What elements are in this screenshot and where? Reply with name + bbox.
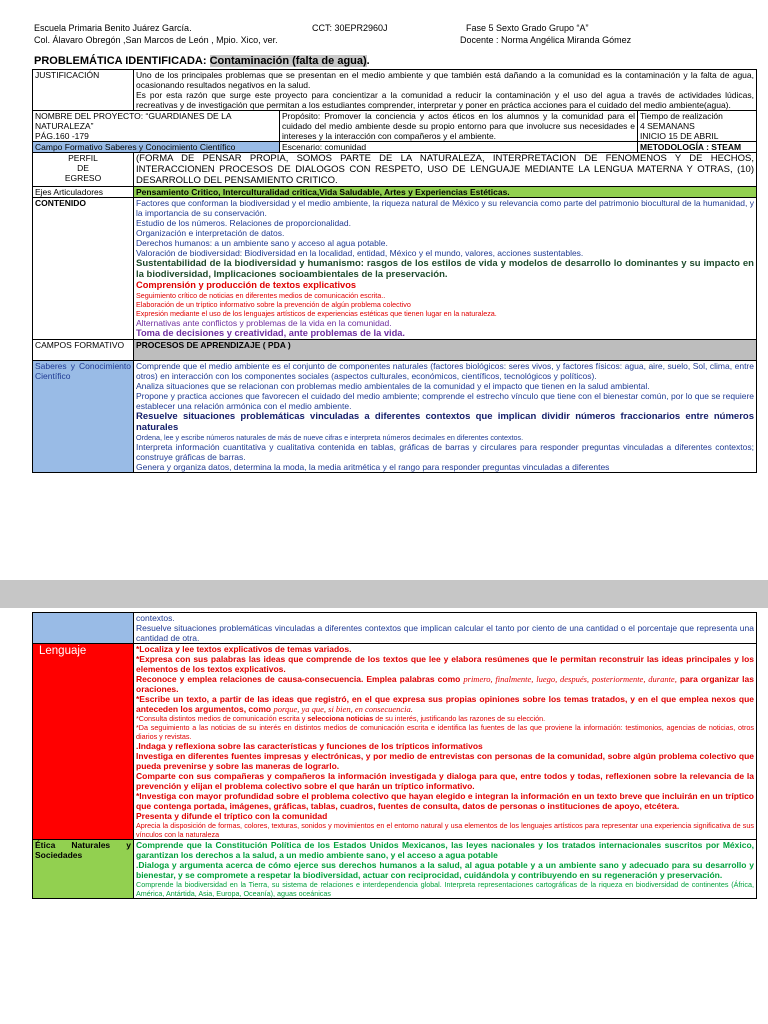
- project-time: Tiempo de realización 4 SEMANANS INICIO 15 DE ABRIL: [638, 111, 757, 142]
- lenguaje-row: [33, 644, 757, 840]
- page-2: [0, 608, 768, 1024]
- axes-row: [33, 187, 757, 198]
- school-address: Col. Álavaro Obregón ,San Marcos de León , Mpio. Xico, ver.: [34, 35, 278, 45]
- profile-label: PERFIL DE EGRESO: [33, 153, 134, 187]
- axes-text: Pensamiento Critico, Interculturalidad critica,Vida Saludable, Artes y Experiencias Estéticas.: [134, 187, 757, 198]
- saberes-continued-row: [33, 613, 757, 644]
- planning-table: [32, 69, 757, 473]
- teacher-name: Docente : Norma Angélica Miranda Gómez: [460, 35, 632, 45]
- etica-text: Comprende que la Constitución Política de los Estados Unidos Mexicanos, las leyes nacionales y los tratados internacionales suscritos por México, garantizan los derechos a la salud, a un medio ambiente sano, y el acceso a agua potable .Dialoga y argumenta acerca de cómo ejerce sus derechos humanos a la salud, al agua potable y a un ambiente sano y adecuado para su desarrollo y bienestar, y se compromete a respetar la biodiversidad, actuar con reciprocidad, cuidándola y contribuyendo en su regeneración y preservación. Comprende la biodiversidad en la Tierra, su sistema de relaciones e interdependencia global. Interpreta representaciones cartográficas de la riqueza en biodiversidad de continentes (África, América, Antártida, Asia, Europa, Oceanía), aguas oceánicas: [134, 840, 757, 899]
- axes-label: Ejes Articuladores: [33, 187, 134, 198]
- project-name: NOMBRE DEL PROYECTO: “GUARDIANES DE LA NATURALEZA” PÁG.160 -179: [33, 111, 280, 142]
- justification-text: Uno de los principales problemas que se presentan en el medio ambiente y que también está dañando a la comunidad es la contaminación y la falta de agua, ocasionando resultados negativos en la salud. Es por esta razón que surge este proyecto para concientizar a la comunidad a reducir la contaminación y el uso del agua a través de actividades lúdicas, recreativas y de investigación que permitan a los estudiantes comprender, interpretar y poner en práctica acciones para el cuidado del medio ambiente(agua).: [134, 70, 757, 111]
- saberes-label-continued: [33, 613, 134, 644]
- etica-row: [33, 840, 757, 899]
- profile-row: [33, 153, 757, 187]
- content-text: Factores que conforman la biodiversidad y el medio ambiente, la riqueza natural de México y su relevancia como parte del patrimonio biocultural de la humanidad, y la importancia de su conservación. Estudio de los números. Relaciones de proporcionalidad. Organización e interpretación de datos. Derechos humanos: a un ambiente sano y acceso al agua potable. Valoración de biodiversidad: Biodiversidad en la localidad, entidad, México y el mundo, valores, acciones sustentables. Sustentabilidad de la biodiversidad y humanismo: rasgos de los estilos de vida y modelos de desarrollo lo dominantes y su impacto en la biodiversidad, Implicaciones socioambientales de la preservación. Comprensión y producción de textos explicativos Seguimiento crítico de noticias en diferentes medios de comunicación escrita.. Elaboración de un tríptico informativo sobre la prevención de algún problema colectivo Expresión mediante el uso de los lenguajes artísticos de experiencias estéticas que tienen lugar en la naturaleza. Alternativas ante conflictos y problemas de la vida en la comunidad. Toma de decisiones y creatividad, ante problemas de la vida.: [134, 198, 757, 340]
- problem-label: PROBLEMÁTICA IDENTIFICADA:: [34, 55, 210, 67]
- problem-title: PROBLEMÁTICA IDENTIFICADA: Contaminación (falta de agua).: [34, 55, 370, 67]
- etica-label: Ética Naturales y Sociedades: [33, 840, 134, 899]
- planning-table-continued: [32, 612, 757, 899]
- document-header: [34, 22, 734, 50]
- saberes-label: Saberes y Conocimiento Científico: [33, 361, 134, 473]
- problem-value: Contaminación (falta de agua): [209, 55, 367, 67]
- profile-text: (FORMA DE PENSAR PROPIA, SOMOS PARTE DE LA NATURALEZA, INTERPRETACION DE FENOMENOS Y DE HECHOS, INTERACCIONEN PROCESOS DE DIALOGOS CON RESPETO, USO DE LENGUAJE MEDIANTE LA LENGUA MATERNA Y OTRAS, (10) DESARROLLO DEL PENSAMIENTO CRITICO.: [134, 153, 757, 187]
- content-row: [33, 198, 757, 340]
- lenguaje-text: *Localiza y lee textos explicativos de temas variados. *Expresa con sus palabras las ideas que comprende de los textos que lee y elabora resúmenes que le permitan reconstruir las ideas principales y los elementos de los textos explicativos. Reconoce y emplea relaciones de causa-consecuencia. Emplea palabras como primero, finalmente, luego, después, posteriormente, durante, para organizar las oraciones. *Escribe un texto, a partir de las ideas que registró, en el que expresa sus propias opiniones sobre los temas tratados, y en el que emplea nexos que anteceden los argumentos, como porque, ya que, si bien, en consecuencia. *Consulta distintos medios de comunicación escrita y selecciona noticias de su interés, justificando las razones de su elección. *Da seguimiento a las noticias de su interés en distintos medios de comunicación escrita e identifica las fuentes de las que proviene la información: testimonios, agencias de noticias, otros diarios y revistas. .Indaga y reflexiona sobre las características y funciones de los trípticos informativos Investiga en diferentes fuentes impresas y electrónicas, y por medio de entrevistas con personas de la comunidad, sobre algún problema colectivo que pueda prevenirse y sobre las maneras de lograrlo. Comparte con sus compañeras y compañeros la información investigada y dialoga para que, entre todos y todas, reflexionen sobre la relevancia de la prevención y elijan el problema colectivo sobre el que harán un tríptico informativo. *Investiga con mayor profundidad sobre el problema colectivo que hayan elegido e integran la información en un texto breve que incluirán en un tríptico que contenga portada, imágenes, gráficas, tablas, cuadros, fuentes de consulta, datos de personas o instituciones de apoyo, etcétera. Presenta y difunde el tríptico con la comunidad Aprecia la disposición de formas, colores, texturas, sonidos y movimientos en el entorno natural y usa elementos de los lenguajes artísticos para representar una experiencia significativa de sus vínculos con la naturaleza: [134, 644, 757, 840]
- processes-header: PROCESOS DE APRENDIZAJE ( PDA ): [134, 340, 757, 361]
- scenario: Escenario: comunidad: [280, 142, 638, 153]
- justification-label: JUSTIFICACIÓN: [33, 70, 134, 111]
- saberes-text-continued: contextos. Resuelve situaciones problemáticas vinculadas a diferentes contextos que implican calcular el tanto por ciento de una cantidad o el porcentaje que representa una cantidad de otra.: [134, 613, 757, 644]
- justification-row: [33, 70, 757, 111]
- grade-group: Fase 5 Sexto Grado Grupo “A”: [466, 23, 589, 33]
- formative-field: Campo Formativo Saberes y Conocimiento Científico: [33, 142, 280, 153]
- methodology: METODOLOGÍA : STEAM: [638, 142, 757, 153]
- project-purpose: Propósito: Promover la conciencia y actos éticos en los alumnos y la comunidad para el cuidado del medio ambiente desde su propio entorno para que involucre sus necesidades e intereses y la interacción con compañeros y el ambiente.: [280, 111, 638, 142]
- fields-label: CAMPOS FORMATIVO: [33, 340, 134, 361]
- lenguaje-label: Lenguaje: [33, 644, 134, 840]
- processes-header-row: [33, 340, 757, 361]
- field-row: [33, 142, 757, 153]
- school-name: Escuela Primaria Benito Juárez García.: [34, 23, 192, 33]
- saberes-row: [33, 361, 757, 473]
- content-label: CONTENIDO: [33, 198, 134, 340]
- saberes-text: Comprende que el medio ambiente es el conjunto de componentes naturales (factores biológicos: seres vivos, y factores físicos: agua, aire, suelo, Sol, clima, entre otros) en interacción con los componentes sociales (aspectos culturales, económicos, científicos, tecnológicos y políticos). Analiza situaciones que se relacionan con problemas medio ambientales de la comunidad y el impacto que tienen en la salud ambiental. Propone y practica acciones que favorecen el cuidado del medio ambiente; comprende el estrecho vínculo que tiene con el bienestar común, por lo que se requiere establecer una relación armónica con el medio ambiente. Resuelve situaciones problemáticas vinculadas a diferentes contextos que implican dividir números fraccionarios entre números naturales Ordena, lee y escribe números naturales de más de nueve cifras e interpreta números decimales en diferentes contextos. Interpreta información cuantitativa y cualitativa contenida en tablas, gráficas de barras y circulares para responder preguntas vinculadas a diferentes contextos; construye gráficas de barras. Genera y organiza datos, determina la moda, la media aritmética y el rango para responder preguntas vinculadas a diferentes: [134, 361, 757, 473]
- cct-code: CCT: 30EPR2960J: [312, 23, 388, 33]
- project-row: [33, 111, 757, 142]
